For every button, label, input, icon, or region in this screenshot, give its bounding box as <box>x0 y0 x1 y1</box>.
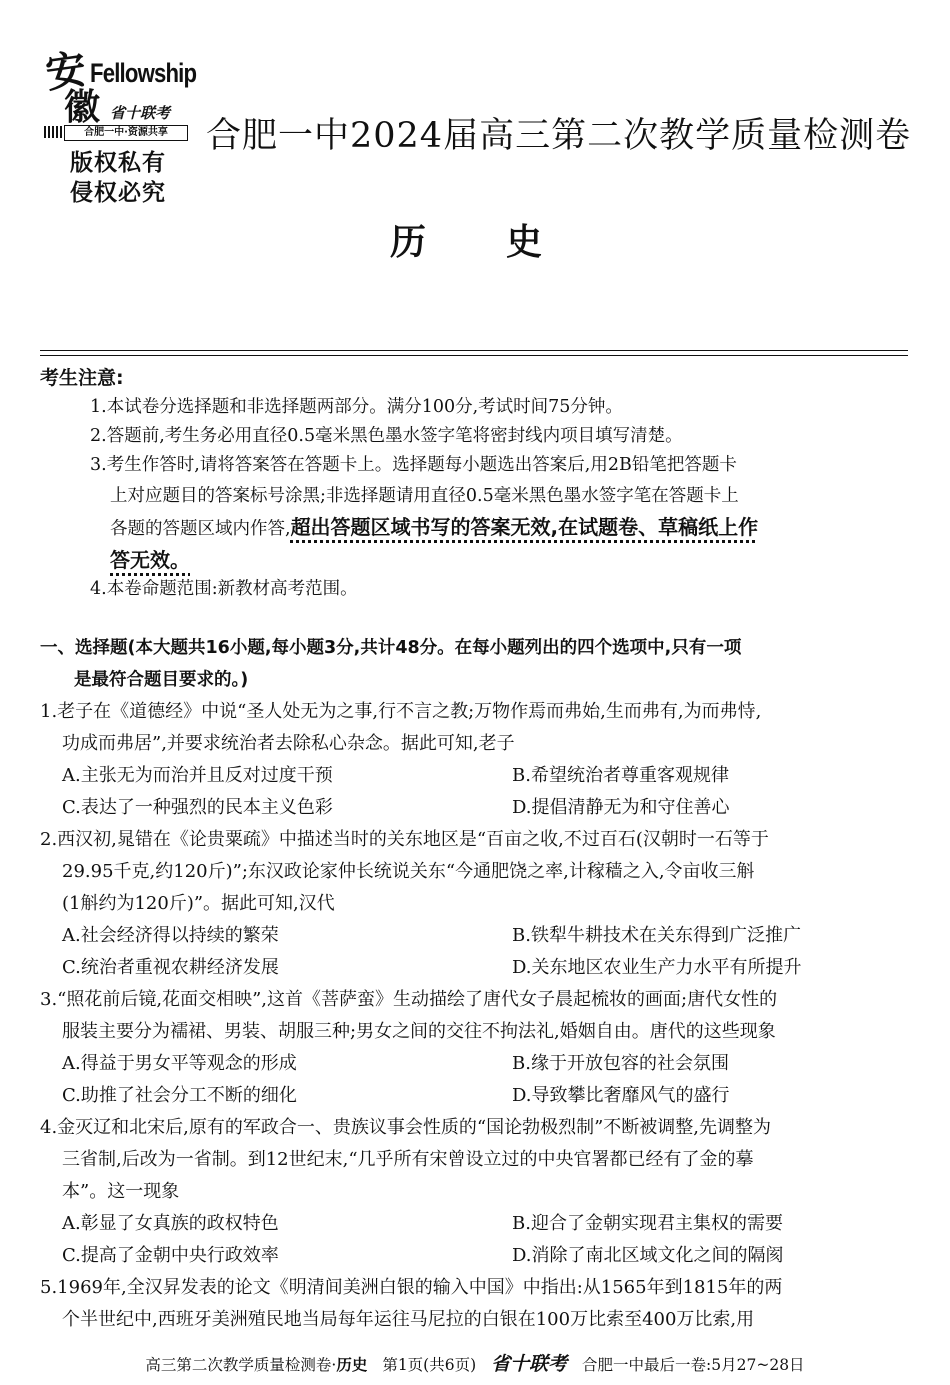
notice-item-2: 2.答题前,考生务必用直径0.5毫米黑色墨水签字笔将密封线内项目填写清楚。 <box>90 426 683 446</box>
question-1-option-b: B.希望统治者尊重客观规律 <box>512 765 729 786</box>
footer-brand: 省十联考 <box>491 1353 568 1375</box>
footer-subject: 历史 <box>336 1356 368 1374</box>
question-4-stem-line-1: 4.金灭辽和北宋后,原有的军政合一、贵族议事会性质的“国论勃极烈制”不断被调整,先调整为 <box>40 1117 772 1138</box>
footer-exam-name: 高三第二次教学质量检测卷· <box>145 1356 337 1374</box>
fellowship-logo <box>42 46 197 210</box>
notice-emphasis: 超出答题区域书写的答案无效,在试题卷、草稿纸上作 <box>290 515 759 539</box>
notice-item-3-line-3 <box>90 512 910 545</box>
page-footer <box>0 1349 950 1376</box>
question-3-option-a: A.得益于男女平等观念的形成 <box>62 1053 297 1074</box>
copyright-line-1: 版权私有 <box>70 150 166 176</box>
notice-item-4: 4.本卷命题范围:新教材高考范围。 <box>90 579 358 599</box>
question-4-option-c: C.提高了金朝中央行政效率 <box>62 1245 279 1266</box>
notice-item-1: 1.本试卷分选择题和非选择题两部分。满分100分,考试时间75分钟。 <box>90 397 623 417</box>
question-5 <box>40 1272 912 1336</box>
notice-heading: 考生注意: <box>40 367 124 389</box>
logo-mark-hui: 徽 <box>64 87 101 128</box>
question-1-option-c: C.表达了一种强烈的民本主义色彩 <box>62 797 333 818</box>
question-1-stem-line-1: 1.老子在《道德经》中说“圣人处无为之事,行不言之教;万物作焉而弗始,生而弗有,为而弗恃, <box>40 701 762 722</box>
question-3-option-d: D.导致攀比奢靡风气的盛行 <box>512 1085 730 1106</box>
question-2-option-b: B.铁犁牛耕技术在关东得到广泛推广 <box>512 925 801 946</box>
section-heading-line-2: 是最符合题目要求的。) <box>74 670 249 690</box>
question-4-option-d: D.消除了南北区域文化之间的隔阂 <box>512 1245 784 1266</box>
question-1-option-a: A.主张无为而治并且反对过度干预 <box>62 765 333 786</box>
logo-grid-icon <box>44 126 62 138</box>
notice-emphasis-end: 答无效。 <box>110 548 190 572</box>
logo-fellowship-text: Fellowship <box>90 58 197 88</box>
notice-item-3-line-3a: 各题的答题区域内作答, <box>110 519 291 539</box>
question-4-option-b: B.迎合了金朝实现君主集权的需要 <box>512 1213 783 1234</box>
notice-item-3-line-1: 3.考生作答时,请将答案答在答题卡上。选择题每小题选出答案后,用2B铅笔把答题卡 <box>90 455 737 475</box>
question-4-option-a: A.彰显了女真族的政权特色 <box>62 1213 279 1234</box>
section-heading <box>40 632 912 696</box>
question-2-option-a: A.社会经济得以持续的繁荣 <box>62 925 279 946</box>
footer-date: 合肥一中最后一卷:5月27~28日 <box>582 1356 805 1374</box>
logo-lianke-text: 省十联考 <box>110 104 171 122</box>
question-2-stem-line-2: 29.95千克,约120斤)”;东汉政论家仲长统说关东“今通肥饶之率,计稼穑之入,令亩收三斛 <box>62 861 755 882</box>
question-4 <box>40 1112 912 1208</box>
section-heading-line-1: 一、选择题(本大题共16小题,每小题3分,共计48分。在每小题列出的四个选项中,只有一项 <box>40 638 742 658</box>
header-divider-thin <box>40 355 908 356</box>
question-3-option-c: C.助推了社会分工不断的细化 <box>62 1085 297 1106</box>
question-3-stem-line-2: 服装主要分为襦裙、男装、胡服三种;男女之间的交往不拘法礼,婚姻自由。唐代的这些现象 <box>62 1021 776 1042</box>
question-3-stem-line-1: 3.“照花前后镜,花面交相映”,这首《菩萨蛮》生动描绘了唐代女子晨起梳妆的画面;唐代女性的 <box>40 989 778 1010</box>
question-1-option-d: D.提倡清静无为和守住善心 <box>512 797 730 818</box>
question-4-stem-line-3: 本”。这一现象 <box>62 1181 180 1202</box>
question-3 <box>40 984 912 1048</box>
question-5-stem-line-1: 5.1969年,全汉昇发表的论文《明清间美洲白银的输入中国》中指出:从1565年到1815年的两 <box>40 1277 783 1298</box>
question-2-option-d: D.关东地区农业生产力水平有所提升 <box>512 957 802 978</box>
exam-title: 合肥一中2024届高三第二次教学质量检测卷 <box>206 116 912 156</box>
footer-page-number: 第1页(共6页) <box>382 1356 477 1374</box>
logo-mark-an: 安 <box>42 46 90 98</box>
question-2-stem-line-1: 2.西汉初,晁错在《论贵粟疏》中描述当时的关东地区是“百亩之收,不过百石(汉朝时一石等于 <box>40 829 769 850</box>
copyright-line-2: 侵权必究 <box>70 180 166 206</box>
question-5-stem-line-2: 个半世纪中,西班牙美洲殖民地当局每年运往马尼拉的白银在100万比索至400万比索,用 <box>62 1309 755 1330</box>
notice-item-3 <box>90 450 910 578</box>
question-3-option-b: B.缘于开放包容的社会氛围 <box>512 1053 729 1074</box>
question-2-option-c: C.统治者重视农耕经济发展 <box>62 957 279 978</box>
question-1 <box>40 696 912 760</box>
question-2 <box>40 824 912 920</box>
question-2-stem-line-3: (1斛约为120斤)”。据此可知,汉代 <box>62 893 335 914</box>
logo-banner: 合肥一中·资源共享 <box>64 125 188 141</box>
question-1-stem-line-2: 功成而弗居”,并要求统治者去除私心杂念。据此可知,老子 <box>62 733 515 754</box>
header-divider <box>40 350 908 351</box>
question-4-stem-line-2: 三省制,后改为一省制。到12世纪末,“几乎所有宋曾设立过的中央官署都已经有了金的摹 <box>62 1149 754 1170</box>
notice-item-3-line-2: 上对应题目的答案标号涂黑;非选择题请用直径0.5毫米黑色墨水签字笔在答题卡上 <box>110 486 739 506</box>
exam-subject: 历史 <box>390 222 623 263</box>
